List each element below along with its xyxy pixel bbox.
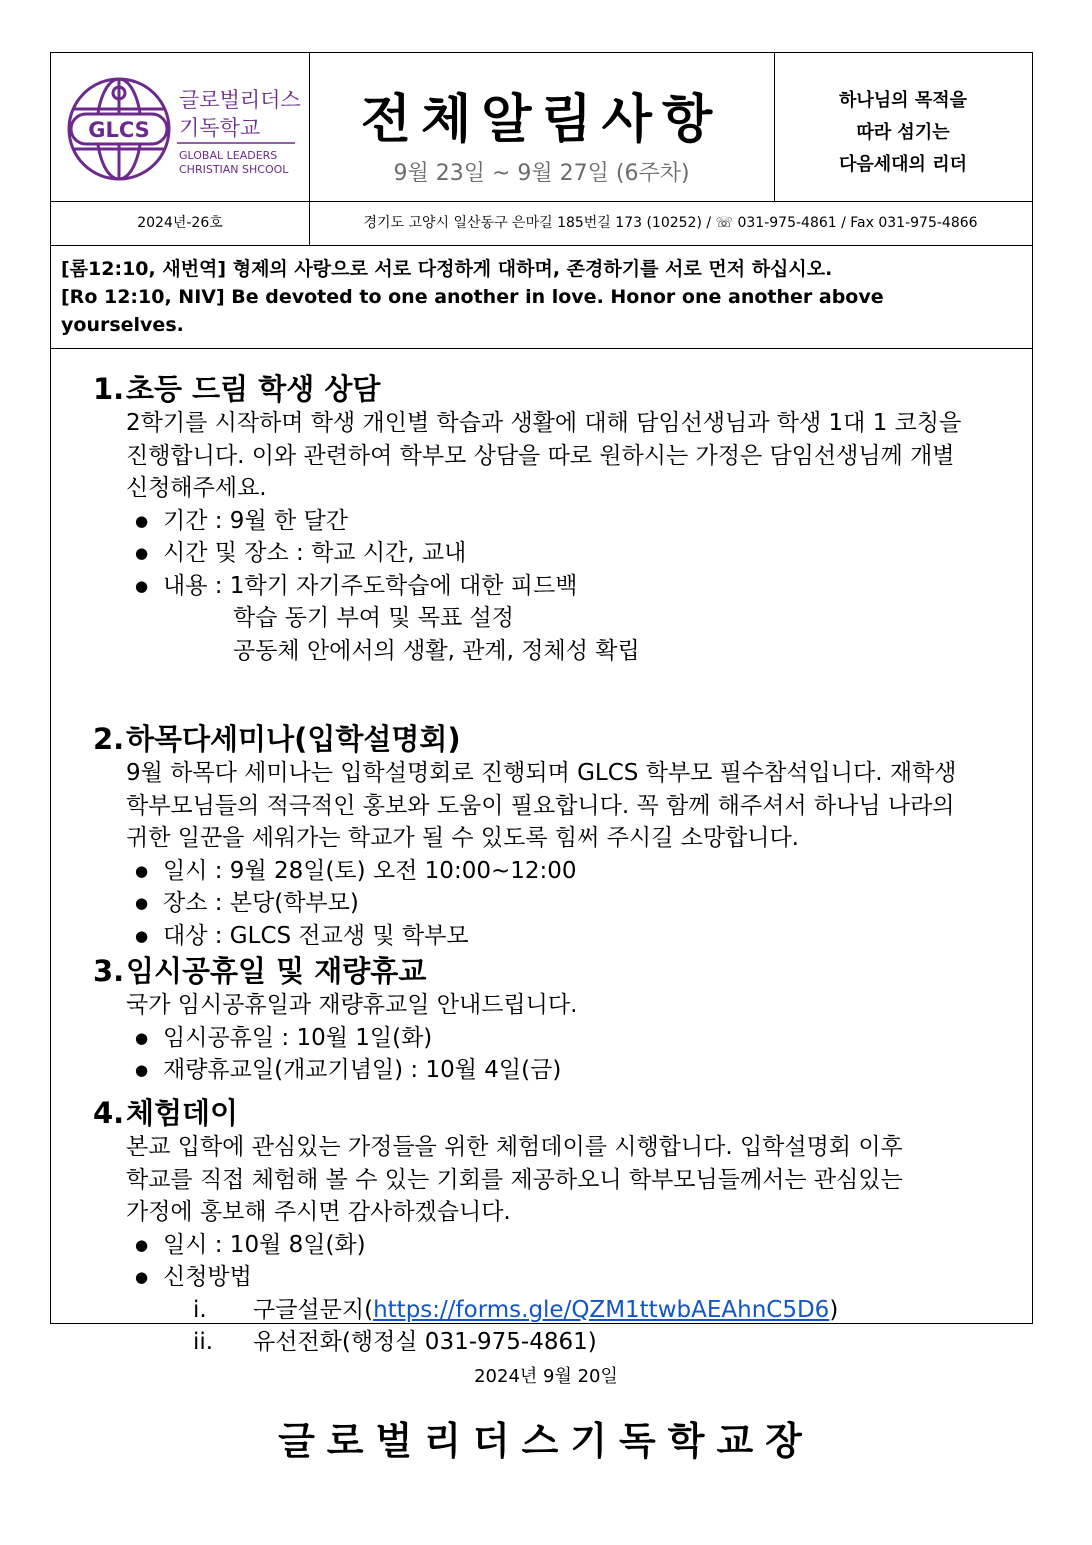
section-title: 4.체험데이 (93, 1096, 239, 1130)
section-body-line: 귀한 일꾼을 세워가는 학교가 될 수 있도록 힘써 주시길 소망합니다. (126, 825, 799, 851)
section-body-line: 진행합니다. 이와 관련하여 학부모 상담을 따로 원하시는 가정은 담임선생님께 개별 (126, 442, 955, 469)
section-consultation (93, 371, 1020, 667)
bullet-item: ● 시간 및 장소 : 학교 시간, 교내 (163, 537, 1020, 570)
logo-name-en-1: GLOBAL LEADERS (179, 149, 278, 162)
bullet-continuation: 공동체 안에서의 생활, 관계, 정체성 확립 (233, 637, 640, 664)
section-body-line: 가정에 홍보해 주시면 감사하겠습니다. (126, 1199, 511, 1225)
info-row (51, 201, 1032, 246)
title-cell (309, 53, 775, 201)
section-body-line: 2학기를 시작하며 학생 개인별 학습과 생활에 대해 담임선생님과 학생 1대 1 코칭을 (126, 410, 962, 436)
sub-list-item: i. 구글설문지(https://forms.gle/QZM1ttwbAEAhnC5D6) (193, 1296, 839, 1323)
bullet-item: ● 일시 : 10월 8일(화) (163, 1229, 1020, 1262)
notice-frame (50, 52, 1033, 1355)
section-body-line: 신청해주세요. (126, 475, 267, 501)
section-body-line: 본교 입학에 관심있는 가정들을 위한 체험데이를 시행합니다. 입학설명회 이후 (126, 1134, 903, 1160)
survey-link[interactable]: https://forms.gle/QZM1ttwbAEAhnC5D6 (373, 1296, 830, 1323)
issue-number: 2024년-26호 (51, 201, 310, 245)
motto-cell (774, 53, 1032, 201)
bullet-item: ● 임시공휴일 : 10월 1일(화) (163, 1022, 1020, 1055)
verse-en-1: [Ro 12:10, NIV] Be devoted to one another in love. Honor one another above (61, 286, 884, 308)
section-title: 3.임시공휴일 및 재량휴교 (93, 954, 427, 988)
logo-name-ko-2: 기독학교 (179, 116, 261, 140)
section-body-line: 9월 하목다 세미나는 입학설명회로 진행되며 GLCS 학부모 필수참석입니다. 재학생 (126, 760, 957, 786)
page-title: 전체알림사항 (360, 90, 723, 150)
bullet-item: ● 기간 : 9월 한 달간 (163, 505, 1020, 538)
school-logo (51, 53, 310, 201)
globe-logo-icon (51, 53, 309, 201)
header-row (51, 53, 1032, 202)
section-experience-day (93, 1095, 1020, 1359)
motto-line: 따라 섬기는 (856, 122, 950, 143)
verse-en-2: yourselves. (61, 314, 184, 336)
sub-list-item: ii. 유선전화(행정실 031-975-4861) (193, 1329, 597, 1355)
issue-date: 2024년 9월 20일 (474, 1366, 618, 1387)
logo-name-ko-1: 글로벌리더스 (179, 88, 301, 112)
bullet-item: ● 재량휴교일(개교기념일) : 10월 4일(금) (163, 1054, 1020, 1087)
logo-emblem-text: GLCS (88, 118, 150, 142)
section-seminar (93, 721, 1020, 952)
verse-ko: [롬12:10, 새번역] 형제의 사랑으로 서로 다정하게 대하며, 존경하기를 서로 먼저 하십시오. (61, 258, 833, 280)
bullet-item: ● 신청방법 (163, 1261, 1020, 1294)
section-body-line: 국가 임시공휴일과 재량휴교일 안내드립니다. (126, 992, 578, 1018)
bullet-item: ● 일시 : 9월 28일(토) 오전 10:00~12:00 (163, 855, 1020, 888)
section-title: 1.초등 드림 학생 상담 (93, 372, 381, 406)
section-body-line: 학부모님들의 적극적인 홍보와 도움이 필요합니다. 꼭 함께 해주셔서 하나님 나라의 (126, 792, 955, 819)
bullet-item: ● 내용 : 1학기 자기주도학습에 대한 피드백 (163, 570, 1020, 603)
bullet-item: ● 장소 : 본당(학부모) (163, 887, 1020, 920)
motto (774, 85, 1032, 181)
bullet-continuation: 학습 동기 부여 및 목표 설정 (233, 605, 514, 631)
bible-verse (51, 245, 1032, 349)
section-holidays (93, 953, 1020, 1087)
motto-line: 다음세대의 리더 (839, 154, 967, 175)
section-title: 2.하목다세미나(입학설명회) (93, 722, 461, 756)
bullet-item: ● 대상 : GLCS 전교생 및 학부모 (163, 920, 1020, 953)
motto-line: 하나님의 목적을 (839, 90, 967, 111)
period-subtitle: 9월 23일 ~ 9월 27일 (6주차) (393, 161, 690, 186)
logo-name-en-2: CHRISTIAN SHCOOL (179, 163, 289, 176)
school-address: 경기도 고양시 일산동구 은마길 185번길 173 (10252) / ☏ 031-975-4861 / Fax 031-975-4866 (363, 215, 978, 231)
principal-signature: 글로벌리더스기독학교장 (278, 1419, 814, 1463)
section-body-line: 학교를 직접 체험해 볼 수 있는 기회를 제공하오니 학부모님들께서는 관심있는 (126, 1166, 903, 1193)
